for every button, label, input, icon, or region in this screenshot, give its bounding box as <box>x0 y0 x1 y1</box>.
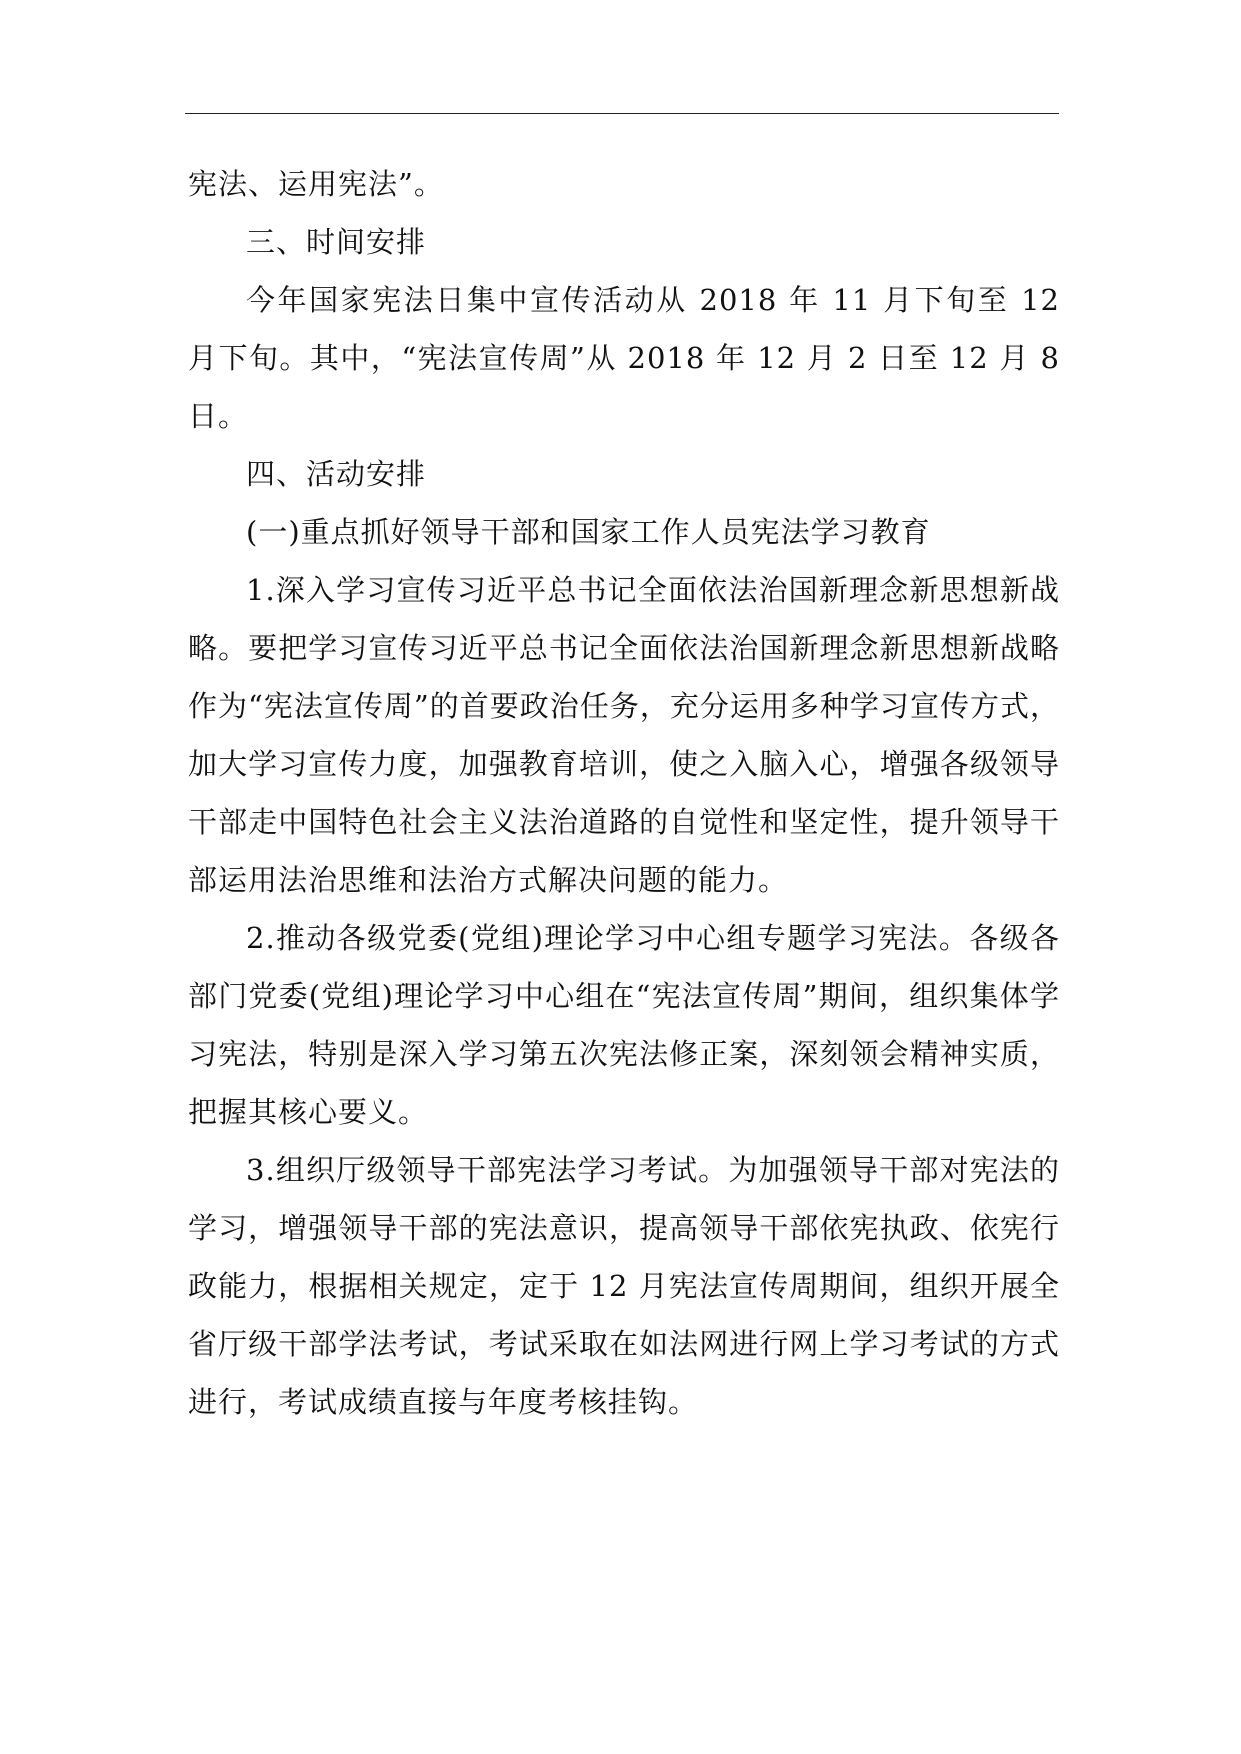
header-rule <box>185 113 1059 114</box>
paragraph-continuation: 宪法、运用宪法”。 <box>188 167 444 201</box>
section-heading-activities: 四、活动安排 <box>246 457 427 491</box>
paragraph-item-2: 2.推动各级党委(党组)理论学习中心组专题学习宪法。各级各部门党委(党组)理论学习中心组在“宪法宣传周”期间，组织集体学习宪法，特别是深入学习第五次宪法修正案，深刻领会精神实质，把握其核心要义。 <box>188 921 1060 1129</box>
paragraph-item-1: 1.深入学习宣传习近平总书记全面依法治国新理念新思想新战略。要把学习宣传习近平总书记全面依法治国新理念新思想新战略作为“宪法宣传周”的首要政治任务，充分运用多种学习宣传方式，加大学习宣传力度，加强教育培训，使之入脑入心，增强各级领导干部走中国特色社会主义法治道路的自觉性和坚定性，提升领导干部运用法治思维和法治方式解决问题的能力。 <box>188 573 1060 897</box>
section-heading-schedule: 三、时间安排 <box>246 225 427 259</box>
document-body <box>188 155 1060 1431</box>
paragraph-schedule: 今年国家宪法日集中宣传活动从 2018 年 11 月下旬至 12 月下旬。其中，“宪法宣传周”从 2018 年 12 月 2 日至 12 月 8 日。 <box>188 283 1060 433</box>
paragraph-item-3: 3.组织厅级领导干部宪法学习考试。为加强领导干部对宪法的学习，增强领导干部的宪法意识，提高领导干部依宪执政、依宪行政能力，根据相关规定，定于 12 月宪法宣传周期间，组织开展全省厅级干部学法考试，考试采取在如法网进行网上学习考试的方式进行，考试成绩直接与年度考核挂钩。 <box>188 1153 1060 1419</box>
subsection-heading-cadre-education: (一)重点抓好领导干部和国家工作人员宪法学习教育 <box>246 515 931 549</box>
